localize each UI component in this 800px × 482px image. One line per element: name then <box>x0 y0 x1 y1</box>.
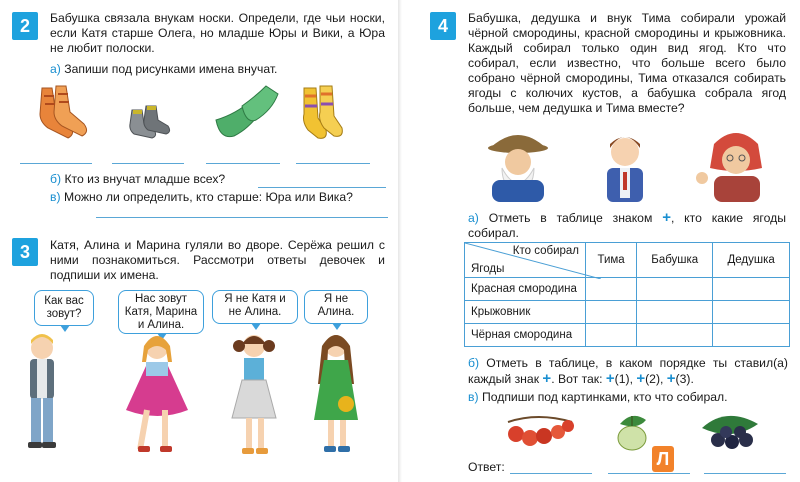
girl-green-dress <box>314 335 358 452</box>
sock-gray-short <box>130 106 170 138</box>
task3-text: Катя, Алина и Марина гуляли во дворе. Серёжа решил с ними познакомиться. Рассмотри ответы девочек и подпиши их имена. <box>50 238 385 282</box>
table-row <box>465 324 790 347</box>
column-header-tima: Тима <box>586 243 637 278</box>
gooseberry-icon <box>618 416 646 450</box>
task2-a <box>50 62 385 77</box>
task2-b-label: б) <box>50 172 62 186</box>
black-currant-icon <box>702 416 758 449</box>
answer-line-sock-2[interactable] <box>112 162 184 164</box>
girl-pink-dress <box>126 336 188 452</box>
table-cell[interactable] <box>713 324 790 347</box>
task4-v-label: в) <box>468 390 479 404</box>
sock-orange-striped <box>40 86 87 138</box>
answer-line-sock-3[interactable] <box>206 162 280 164</box>
column-header-grandpa: Дедушка <box>713 243 790 278</box>
girl-pigtails <box>232 335 276 454</box>
socks-illustration <box>20 80 390 150</box>
table-cell[interactable] <box>713 301 790 324</box>
corner-bottom-label: Ягоды <box>471 263 505 275</box>
table-row <box>465 301 790 324</box>
answer-label: Ответ: <box>468 460 505 474</box>
task4-a-text-2: , кто какие ягоды собирал. <box>468 211 786 240</box>
task2-text: Бабушка связала внукам носки. Определи, где чьи носки, если Катя старше Олега, но младше Юры и Вики, а Юра не любит полоски. <box>50 11 385 55</box>
task-number-2: 2 <box>12 12 38 40</box>
task2-v-text: Можно ли определить, кто старше: Юра или Вика? <box>63 190 353 204</box>
table-row <box>465 278 790 301</box>
task4-a-text-1: Отметь в таблице знаком <box>488 211 653 225</box>
row-label-red-currant: Красная смородина <box>465 278 586 301</box>
bubble-text-girl-1: Нас зовут Катя, Марина и Алина. <box>124 293 198 331</box>
table-cell[interactable] <box>586 324 637 347</box>
children-illustration <box>20 332 390 482</box>
answer-line-b[interactable] <box>258 186 386 188</box>
row-label-gooseberry: Крыжовник <box>465 301 586 324</box>
corner-top-label: Кто собирал <box>512 245 579 257</box>
answer-line-sock-1[interactable] <box>20 162 92 164</box>
answer-line-v[interactable] <box>96 216 388 218</box>
table-corner-cell <box>465 243 586 278</box>
task2-v <box>50 190 385 205</box>
red-currant-icon <box>508 417 574 446</box>
right-page <box>402 0 800 482</box>
tima-figure <box>607 137 643 202</box>
watermark-logo: Л <box>652 446 674 472</box>
answer-line-berry-1[interactable] <box>510 472 592 474</box>
answer-line-berry-3[interactable] <box>704 472 786 474</box>
bubble-text-girl-2: Я не Катя и не Алина. <box>224 293 286 318</box>
order-step-1: (1), <box>614 372 633 386</box>
speech-bubble-girl-2 <box>212 290 298 324</box>
row-label-black-currant: Чёрная смородина <box>465 324 586 347</box>
answer-line-sock-4[interactable] <box>296 162 370 164</box>
answer-line-berry-2[interactable] <box>608 472 690 474</box>
task2-b <box>50 172 390 187</box>
task4-a <box>468 210 786 241</box>
task4-b <box>468 356 788 387</box>
sock-yellow-striped <box>304 86 343 138</box>
speech-bubble-girl-3 <box>304 290 368 324</box>
table-cell[interactable] <box>637 324 713 347</box>
task2-v-label: в) <box>50 190 61 204</box>
sock-green <box>216 86 278 137</box>
bubble-text-girl-3: Я не Алина. <box>317 293 355 318</box>
speech-bubble-boy <box>34 290 94 326</box>
order-step-2: (2), <box>645 372 664 386</box>
task4-b-text-2: . Вот так: <box>551 372 603 386</box>
speech-bubble-girl-1 <box>118 290 204 334</box>
order-step-3: (3). <box>675 372 694 386</box>
left-page <box>0 0 398 482</box>
task4-b-label: б) <box>468 356 480 370</box>
plus-icon: + <box>662 209 671 226</box>
task4-v-text: Подпиши под картинками, кто что собирал. <box>481 390 728 404</box>
bubble-text-boy: Как вас зовут? <box>44 295 84 320</box>
table-cell[interactable] <box>637 301 713 324</box>
task2-b-text: Кто из внучат младше всех? <box>64 172 226 186</box>
task-number-4: 4 <box>430 12 456 40</box>
task4-text: Бабушка, дедушка и внук Тима собирали урожай чёрной смородины, красной смородины и крыжовника. Каждый собирал только один вид ягод. Кто что собирал, если известно, что больше всего было собрано чёрной смородины, Тима отказался собирать ягоды с колючих кустов, а бабушка собрала ягод больше, чем дедушка и Тима вместе? <box>468 11 786 115</box>
table-header-row <box>465 243 790 278</box>
task4-b-text-1: Отметь в таблице, в каком порядке ты ставил(а) каждый знак <box>468 356 788 386</box>
task4-a-label: а) <box>468 211 479 225</box>
plus-icon: + <box>605 370 615 387</box>
grandma-figure <box>696 133 762 202</box>
berries-illustration <box>502 408 792 456</box>
family-illustration <box>482 128 792 202</box>
task2-a-label: а) <box>50 62 61 76</box>
plus-icon: + <box>542 370 552 387</box>
task-number-3: 3 <box>12 238 38 266</box>
table-cell[interactable] <box>713 278 790 301</box>
berries-table <box>464 242 790 347</box>
plus-icon: + <box>666 370 676 387</box>
grandpa-figure <box>488 135 548 202</box>
table-cell[interactable] <box>586 278 637 301</box>
table-cell[interactable] <box>586 301 637 324</box>
boy-figure <box>28 334 56 448</box>
task4-v <box>468 390 788 405</box>
table-cell[interactable] <box>637 278 713 301</box>
task2-a-text: Запиши под рисунками имена внучат. <box>64 62 278 76</box>
column-header-grandma: Бабушка <box>637 243 713 278</box>
plus-icon: + <box>636 370 646 387</box>
